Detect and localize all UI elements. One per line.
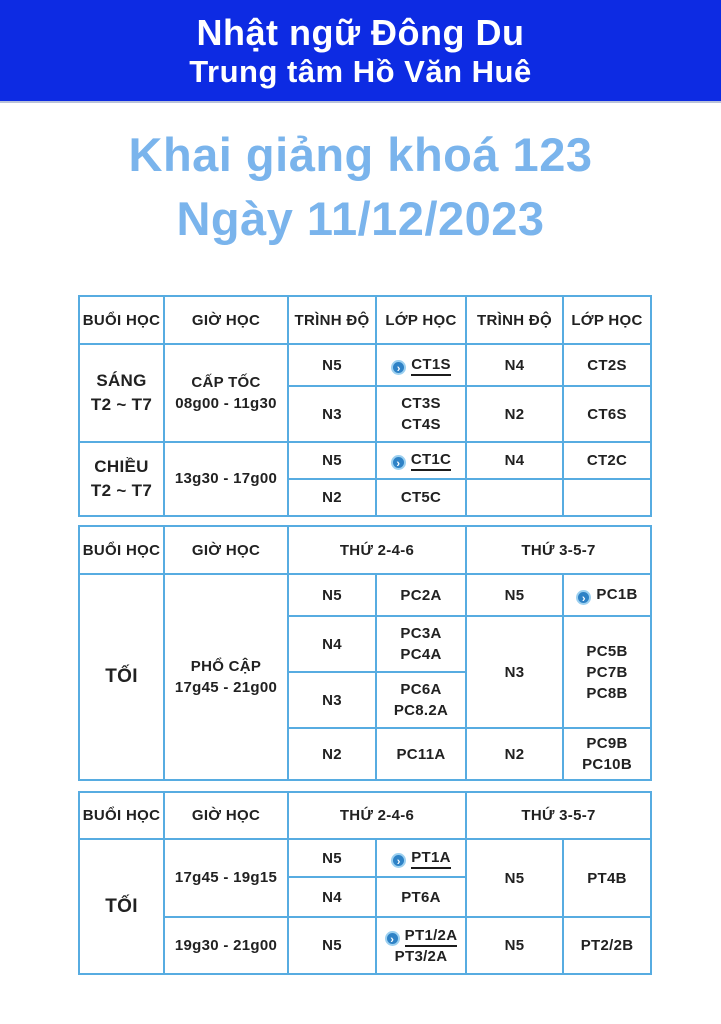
program-label: PHỔ CẬP — [190, 658, 262, 675]
time-range: 13g30 - 17g00 — [174, 470, 278, 488]
session-label: TỐI — [105, 666, 138, 687]
level-cell: N5 — [288, 344, 376, 386]
opening-date: Ngày 11/12/2023 — [176, 192, 545, 245]
class-label: PC8.2A — [393, 702, 449, 719]
header-buoi-hoc: BUỔI HỌC — [79, 526, 164, 574]
level-cell: N4 — [288, 616, 376, 672]
class-cell: PT2/2B — [563, 917, 651, 974]
level-cell: N2 — [288, 728, 376, 780]
class-cell: CT5C — [376, 479, 466, 516]
header-gio-hoc: GIỜ HỌC — [164, 296, 288, 344]
level-cell: N2 — [466, 728, 563, 780]
class-cell — [376, 672, 466, 728]
class-label: PC10B — [582, 756, 632, 773]
level-cell: N3 — [288, 386, 376, 442]
level-cell: N5 — [466, 917, 563, 974]
class-cell — [376, 917, 466, 974]
class-label: PC5B — [586, 642, 628, 660]
time-range: 19g30 - 21g00 — [174, 936, 278, 954]
class-cell: PT6A — [376, 877, 466, 917]
level-cell: N3 — [466, 616, 563, 728]
level-cell: N5 — [466, 839, 563, 917]
level-cell: N5 — [288, 839, 376, 877]
program-label: CẤP TỐC — [191, 374, 261, 391]
class-cell — [563, 728, 651, 780]
class-cell — [376, 386, 466, 442]
time-range: 08g00 - 11g30 — [175, 395, 277, 412]
session-cell-chieu — [79, 442, 164, 516]
session-label: CHIỀU — [94, 457, 149, 477]
class-line — [377, 925, 465, 946]
level-cell: N5 — [288, 574, 376, 616]
center-name: Trung tâm Hồ Văn Huê — [189, 54, 532, 90]
session-days: T2 ~ T7 — [90, 395, 153, 414]
header-thu-357: THỨ 3-5-7 — [466, 526, 651, 574]
level-cell: N4 — [466, 344, 563, 386]
session-cell-sang — [79, 344, 164, 442]
time-cell-1930 — [164, 917, 288, 974]
class-cell: PC11A — [376, 728, 466, 780]
class-cell — [563, 616, 651, 728]
level-cell: N4 — [288, 877, 376, 917]
header-trinh-do-1: TRÌNH ĐỘ — [288, 296, 376, 344]
header-buoi-hoc: BUỔI HỌC — [79, 296, 164, 344]
class-cell: CT2S — [563, 344, 651, 386]
new-class-arrow-icon: › — [391, 360, 406, 375]
header-gio-hoc: GIỜ HỌC — [164, 526, 288, 574]
class-link-ct1s[interactable]: CT1S — [411, 356, 451, 376]
new-class-arrow-icon: › — [391, 455, 406, 470]
class-cell: CT6S — [563, 386, 651, 442]
level-cell: N4 — [466, 442, 563, 479]
header-thu-357: THỨ 3-5-7 — [466, 792, 651, 839]
new-class-arrow-icon: › — [385, 931, 400, 946]
time-cell-1745 — [164, 839, 288, 917]
session-cell-toi — [79, 574, 164, 780]
class-cell — [376, 616, 466, 672]
class-cell: CT2C — [563, 442, 651, 479]
class-label: PT3/2A — [394, 947, 448, 965]
banner — [0, 0, 721, 103]
class-label: CT4S — [401, 416, 441, 433]
header-thu-246: THỨ 2-4-6 — [288, 526, 466, 574]
level-cell: N2 — [288, 479, 376, 516]
course-opening-title: Khai giảng khoá 123 — [128, 128, 593, 181]
header-lop-hoc-2: LỚP HỌC — [563, 296, 651, 344]
class-cell — [376, 839, 466, 877]
new-class-arrow-icon: › — [391, 853, 406, 868]
header-gio-hoc: GIỜ HỌC — [164, 792, 288, 839]
table-pt-evening — [78, 791, 652, 975]
class-label: CT3S — [401, 395, 441, 412]
level-cell: N3 — [288, 672, 376, 728]
class-cell — [376, 344, 466, 386]
class-link-pt12a[interactable]: PT1/2A — [405, 927, 458, 947]
class-label: PC6A — [400, 681, 442, 698]
session-label: TỐI — [105, 895, 138, 917]
empty-cell — [563, 479, 651, 516]
session-days: T2 ~ T7 — [90, 481, 153, 500]
level-cell: N5 — [466, 574, 563, 616]
session-label: SÁNG — [96, 371, 147, 391]
time-cell-chieu — [164, 442, 288, 516]
level-cell: N5 — [288, 442, 376, 479]
header-buoi-hoc: BUỔI HỌC — [79, 792, 164, 839]
level-cell: N5 — [288, 917, 376, 974]
class-label-pc1b: PC1B — [596, 585, 638, 603]
class-cell — [376, 442, 466, 479]
class-link-pt1a[interactable]: PT1A — [411, 849, 451, 869]
table-cap-toc — [78, 295, 652, 517]
level-cell: N2 — [466, 386, 563, 442]
time-cell-cap-toc — [164, 344, 288, 442]
class-label: PC8B — [586, 684, 628, 702]
class-label: PC9B — [586, 735, 628, 752]
table-pho-cap — [78, 525, 652, 781]
time-range: 17g45 - 21g00 — [174, 679, 278, 696]
new-class-arrow-icon: › — [576, 590, 591, 605]
session-cell-toi — [79, 839, 164, 974]
announcement — [0, 103, 721, 251]
time-range: 17g45 - 19g15 — [174, 869, 278, 887]
time-cell-pho-cap — [164, 574, 288, 780]
class-label: PC4A — [400, 646, 442, 663]
class-link-ct1c[interactable]: CT1C — [411, 451, 451, 471]
class-cell: PC2A — [376, 574, 466, 616]
header-thu-246: THỨ 2-4-6 — [288, 792, 466, 839]
class-label: PC3A — [400, 625, 442, 642]
header-lop-hoc-1: LỚP HỌC — [376, 296, 466, 344]
class-label: PC7B — [586, 663, 628, 681]
empty-cell — [466, 479, 563, 516]
class-cell — [563, 574, 651, 616]
school-name: Nhật ngữ Đông Du — [196, 12, 525, 54]
class-cell: PT4B — [563, 839, 651, 917]
header-trinh-do-2: TRÌNH ĐỘ — [466, 296, 563, 344]
